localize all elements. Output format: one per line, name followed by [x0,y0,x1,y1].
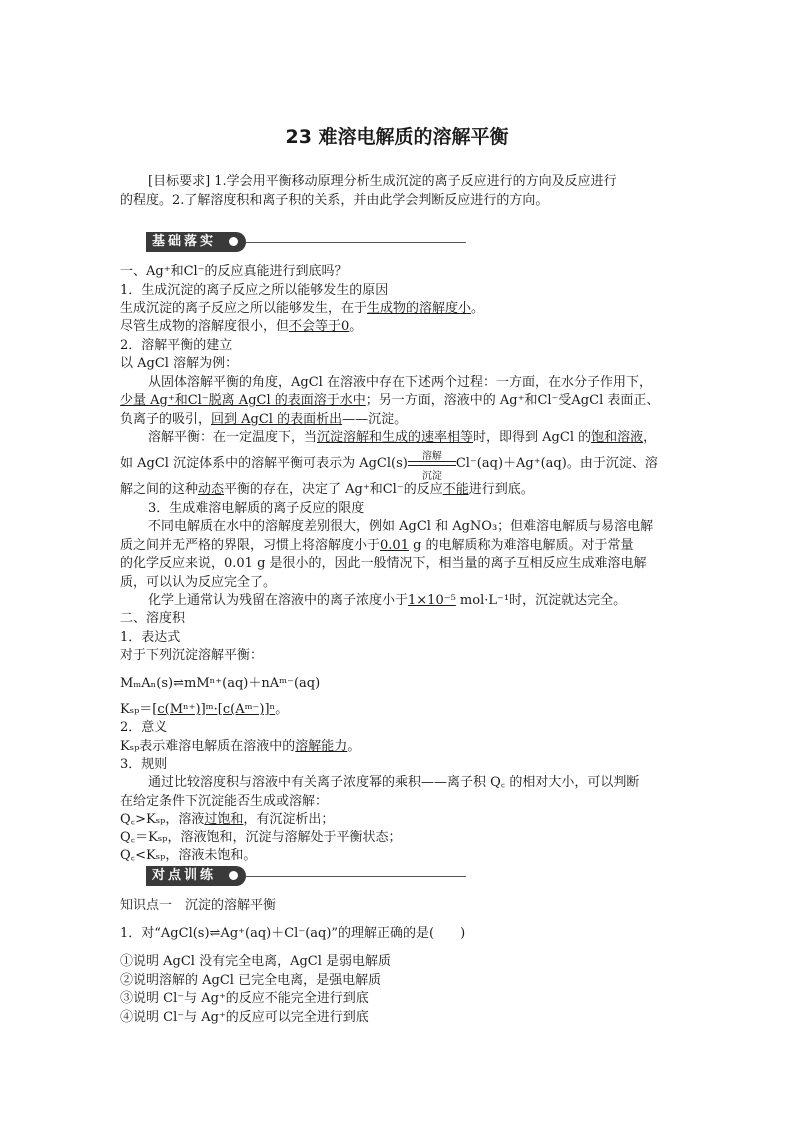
subheading: 2．意义 [120,720,168,735]
subheading: 3．规则 [120,757,168,772]
page-title: 23 难溶电解质的溶解平衡 [285,126,509,148]
rule-line: Q꜀<Kₛₚ，溶液未饱和。 [120,848,257,863]
paragraph: 少量 Ag⁺和Cl⁻脱离 AgCl 的表面溶于水中；另一方面，溶液中的 Ag⁺和Cl⁻受AgCl 表面正、 [120,393,660,408]
paragraph: 通过比较溶度积与溶液中有关离子浓度幂的乘积——离子积 Q꜀ 的相对大小，可以判断 [148,775,640,790]
bullet-icon [229,237,238,246]
question-heading: 一、Ag⁺和Cl⁻的反应真能进行到底吗？ [120,264,348,279]
paragraph: 在给定条件下沉淀能否生成或溶解： [120,794,329,809]
subheading: 1．表达式 [120,630,181,645]
equilibrium-equation: 如 AgCl 沉淀体系中的溶解平衡可表示为 AgCl(s) 溶解 沉淀 Cl⁻(aq)＋Ag⁺(aq)。由于沉淀、溶 [120,450,658,482]
paragraph: Kₛₚ表示难溶电解质在溶液中的溶解能力。 [120,739,361,754]
subheading: 2．溶解平衡的建立 [120,338,233,353]
formula: Kₛₚ＝[c(Mⁿ⁺)]ᵐ·[c(Aᵐ⁻)]ⁿ。 [120,702,289,717]
equilibrium-arrow-icon: 溶解 沉淀 [408,457,456,471]
section-badge: 对点训练 [146,866,246,886]
rule-line: Q꜀＝Kₛₚ，溶液饱和，沉淀与溶解处于平衡状态； [120,830,402,845]
divider [246,242,466,243]
subheading: 1．生成沉淀的离子反应之所以能够发生的原因 [120,283,389,298]
paragraph: 尽管生成物的溶解度很小，但不会等于0。 [120,319,363,334]
goal-line-2: 的程度。2.了解溶度积和离子积的关系，并由此学会判断反应进行的方向。 [120,193,549,208]
paragraph: 生成沉淀的离子反应之所以能够发生，在于生成物的溶解度小。 [120,301,485,316]
bullet-icon [229,871,238,880]
option-item: ③说明 Cl⁻与 Ag⁺的反应不能完全进行到底 [120,991,369,1006]
rule-line: Q꜀>Kₛₚ，溶液过饱和，有沉淀析出； [120,812,335,827]
option-item: ①说明 AgCl 没有完全电离，AgCl 是弱电解质 [120,954,392,969]
paragraph: 解之间的这种动态平衡的存在，决定了 Ag⁺和Cl⁻的反应不能进行到底。 [120,482,534,497]
paragraph: 的化学反应来说，0.01 g 是很小的，因此一般情况下，相当量的离子互相反应生成难溶电解 [120,556,647,571]
section-heading: 二、溶度积 [120,611,186,626]
paragraph: 质之间并无严格的界限，习惯上将溶解度小于0.01 g 的电解质称为难溶电解质。对于常量 [120,538,634,553]
knowledge-point: 知识点一 沉淀的溶解平衡 [120,898,277,913]
subheading: 3．生成难溶电解质的离子反应的限度 [148,501,365,516]
section-badge: 基础落实 [146,232,246,252]
paragraph: 对于下列沉淀溶解平衡： [120,648,264,663]
option-item: ②说明溶解的 AgCl 已完全电离，是强电解质 [120,973,382,988]
paragraph: 从固体溶解平衡的角度，AgCl 在溶液中存在下述两个过程：一方面，在水分子作用下， [148,375,652,390]
paragraph: 不同电解质在水中的溶解度差别很大，例如 AgCl 和 AgNO₃；但难溶电解质与易溶电解 [148,519,654,534]
paragraph: 化学上通常认为残留在溶液中的离子浓度小于1×10⁻⁵ mol·L⁻¹时，沉淀就达完全。 [148,593,627,608]
question-stem: 1．对“AgCl(s)⇌Ag⁺(aq)＋Cl⁻(aq)”的理解正确的是( ) [120,926,466,941]
paragraph: 质，可以认为反应完全了。 [120,575,277,590]
paragraph: 溶解平衡：在一定温度下，当沉淀溶解和生成的速率相等时，即得到 AgCl 的饱和溶液， [148,430,657,445]
paragraph: 负离子的吸引，回到 AgCl 的表面析出——沉淀。 [120,412,408,427]
paragraph: 以 AgCl 溶解为例： [120,356,239,371]
goal-line-1: [目标要求] 1.学会用平衡移动原理分析生成沉淀的离子反应进行的方向及反应进行 [148,174,617,189]
divider [246,876,466,877]
formula: MₘAₙ(s)⇌mMⁿ⁺(aq)＋nAᵐ⁻(aq) [120,676,321,691]
option-item: ④说明 Cl⁻与 Ag⁺的反应可以完全进行到底 [120,1010,369,1025]
